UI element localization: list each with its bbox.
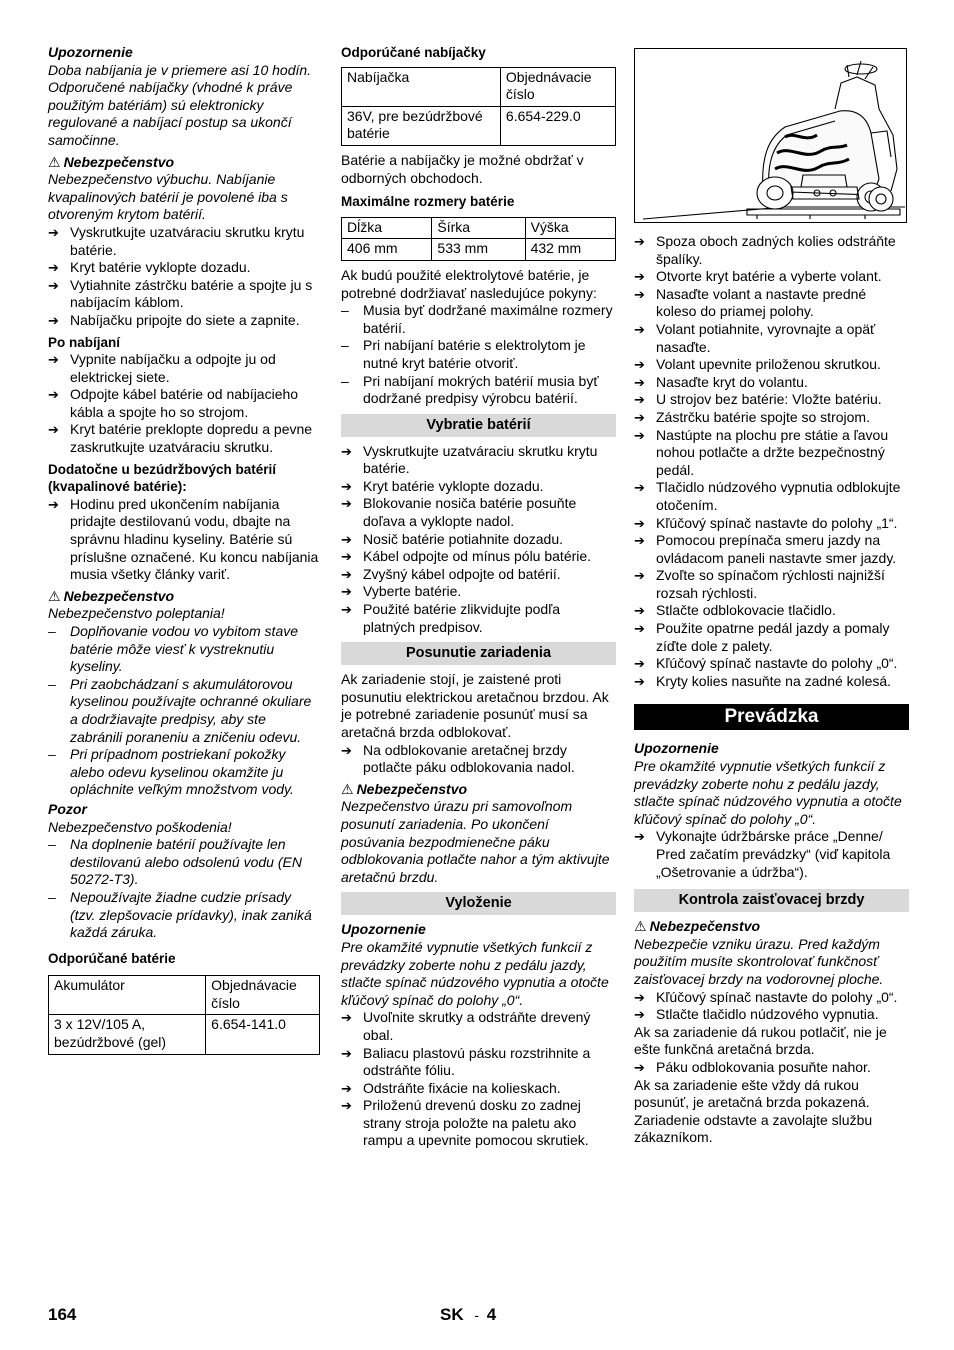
- dash-list: [48, 836, 320, 942]
- danger-text: Nebezpečie vzniku úrazu. Pred každým použitím musíte skontrolovať funkčnosť zaisťovacej brzdy na vodorovnej ploche.: [634, 935, 884, 987]
- dash-item: – Pri zaobchádzaní s akumulátorovou kyselinou používajte ochranné okuliare a dodržiavajte predpisy, aby ste zabránili poraneniu a zničeniu odevu.: [48, 676, 320, 746]
- column-left: [48, 42, 320, 1061]
- dash-list: [48, 623, 320, 799]
- warning-triangle-icon: ⚠: [48, 153, 61, 170]
- step-list: [48, 224, 320, 330]
- instruction-step: ➔ Zástrčku batérie spojte so strojom.: [634, 409, 909, 427]
- danger-text: Nebezpečenstvo poleptania!: [48, 605, 225, 622]
- instruction-step: ➔ Stlačte odblokovacie tlačidlo.: [634, 602, 909, 620]
- electrolyte-text: Ak budú použité elektrolytové batérie, je potrebné dodržiavať nasledujúce pokyny:: [341, 266, 597, 301]
- batteries-table: [48, 975, 320, 1054]
- dash-item: – Pri nabíjaní batérie s elektrolytom je nutné kryt batérie otvoriť.: [341, 337, 616, 372]
- note-text: Doba nabíjania je v priemere asi 10 hodín. Odporučené nabíjačky (vhodné k práve použitým batériám) sú elektronicky regulované a nabíjací postup sa ukončí samočinne.: [48, 61, 312, 148]
- instruction-step: ➔ Vyskrutkujte uzatváraciu skrutku krytu batérie.: [341, 443, 616, 478]
- instruction-step: ➔ Odpojte kábel batérie od nabíjacieho kábla a spojte ho so strojom.: [48, 386, 320, 421]
- batteries-heading: Odporúčané batérie: [48, 950, 176, 966]
- note-title: Upozornenie: [634, 740, 719, 757]
- chapter-heading-operation: Prevádzka: [634, 704, 909, 730]
- table-row: [342, 239, 616, 261]
- instruction-step: ➔ Otvorte kryt batérie a vyberte volant.: [634, 268, 909, 286]
- caution-title: Pozor: [48, 800, 87, 817]
- instruction-step: ➔ Kryt batérie preklopte dopredu a pevne zaskrutkujte uzatváraciu skrutku.: [48, 421, 320, 456]
- instruction-step: ➔ Kľúčový spínač nastavte do polohy „0“.: [634, 989, 909, 1007]
- instruction-step: ➔ Nosič batérie potiahnite dozadu.: [341, 531, 616, 549]
- language-code: SK: [440, 1305, 464, 1324]
- note-text: Pre okamžité vypnutie všetkých funkcií z prevádzky zoberte nohu z pedálu jazdy, stlačte spínač núdzového vypnutia a otočte kľúčový spínač do polohy „0“.: [341, 938, 609, 1008]
- dimensions-table: [341, 217, 616, 261]
- instruction-step: ➔ Na odblokovanie aretačnej brzdy potlačte páku odblokovania nadol.: [341, 742, 616, 777]
- instruction-step: ➔ Odstráňte fixácie na kolieskach.: [341, 1080, 616, 1098]
- brake-text-1: Ak sa zariadenie dá rukou potlačiť, nie je ešte funkčná aretačná brzda.: [634, 1023, 887, 1058]
- table-header-row: [49, 976, 320, 1015]
- instruction-step: ➔ Hodinu pred ukončením nabíjania pridajte destilovanú vodu, dbajte na správnu hladinu kyseliny. Batérie sú príslušne označené. Ku koncu nabíjania musia všetky články variť.: [48, 496, 320, 584]
- chargers-heading: Odporúčané nabíjačky: [341, 45, 486, 60]
- danger-heading: ⚠ Nebezpečenstvo: [48, 153, 175, 170]
- section-heading-maintenance-free: Dodatočne u bezúdržbových batérií (kvapalinové batérie):: [48, 461, 277, 495]
- table-cell: 36V, pre bezúdržbové batérie: [342, 106, 501, 145]
- table-cell: 533 mm: [432, 239, 525, 261]
- table-cell: Šírka: [432, 217, 525, 239]
- warning-triangle-icon: ⚠: [341, 780, 354, 797]
- note-title: Upozornenie: [341, 921, 426, 938]
- column-middle: [341, 44, 616, 1150]
- danger-text: Nezpečenstvo úrazu pri samovoľnom posunutí zariadenia. Po ukončení posúvania bezpodmienečne páku odblokovania potlačte nahor a tým aktivujte aretačnú brzdu.: [341, 798, 610, 885]
- instruction-step: ➔ U strojov bez batérie: Vložte batériu.: [634, 391, 909, 409]
- dash-list: [341, 302, 616, 408]
- dash-item: – Pri nabíjaní mokrých batérií musia byť dodržané predpisy výrobcu batérií.: [341, 373, 616, 408]
- instruction-step: ➔ Vypnite nabíjačku a odpojte ju od elektrickej siete.: [48, 351, 320, 386]
- page-number: 164: [48, 1305, 77, 1324]
- table-cell: Výška: [525, 217, 615, 239]
- table-row: [342, 106, 616, 145]
- instruction-step: ➔ Kryt batérie vyklopte dozadu.: [341, 478, 616, 496]
- step-list: [48, 351, 320, 457]
- table-cell: Objednávacie číslo: [206, 976, 320, 1015]
- dash-item: – Pri prípadnom postriekaní pokožky alebo odevu kyselinou okamžite ju opláchnite veľkým množstvom vody.: [48, 746, 320, 799]
- sweeper-machine-drawing: [635, 49, 906, 222]
- step-list: [634, 1059, 909, 1077]
- step-list: [634, 989, 909, 1024]
- dash-item: – Na doplnenie batérií používajte len destilovanú alebo odsolenú vodu (EN 50272-T3).: [48, 836, 320, 889]
- table-header-row: [342, 67, 616, 106]
- footer-page-ref: [440, 1306, 496, 1325]
- availability-text: Batérie a nabíjačky je možné obdržať v odborných obchodoch.: [341, 151, 584, 186]
- danger-text: Nebezpečenstvo výbuchu. Nabíjanie kvapalinových batérií je povolené iba s otvoreným krytom batérií.: [48, 171, 288, 223]
- instruction-step: ➔ Spoza oboch zadných kolies odstráňte špalíky.: [634, 233, 909, 268]
- warning-triangle-icon: ⚠: [634, 918, 647, 935]
- table-cell: 406 mm: [342, 239, 432, 261]
- dash-item: – Doplňovanie vodou vo vybitom stave batérie môže viesť k vystreknutiu kyseliny.: [48, 623, 320, 676]
- instruction-step: ➔ Tlačidlo núdzového vypnutia odblokujte otočením.: [634, 479, 909, 514]
- section-heading-after-charging: Po nabíjaní: [48, 334, 121, 350]
- instruction-step: ➔ Vykonajte údržbárske práce „Denne/ Pred začatím prevádzky“ (viď kapitola „Ošetrovanie a údržba“).: [634, 828, 909, 881]
- instruction-step: ➔ Kábel odpojte od mínus pólu batérie.: [341, 548, 616, 566]
- caution-text: Nebezpečenstvo poškodenia!: [48, 818, 232, 835]
- instruction-step: ➔ Zvoľte so spínačom rýchlosti najnižší rozsah rýchlosti.: [634, 567, 909, 602]
- instruction-step: ➔ Volant potiahnite, vyrovnajte a opäť nasaďte.: [634, 321, 909, 356]
- instruction-step: ➔ Pomocou prepínača smeru jazdy na ovládacom paneli nastavte smer jazdy.: [634, 532, 909, 567]
- instruction-step: ➔ Páku odblokovania posuňte nahor.: [634, 1059, 909, 1077]
- step-list: [341, 742, 616, 777]
- table-row: [49, 1015, 320, 1054]
- section-band-moving: Posunutie zariadenia: [341, 642, 616, 665]
- instruction-step: ➔ Zvyšný kábel odpojte od batérií.: [341, 566, 616, 584]
- instruction-step: ➔ Vyberte batérie.: [341, 583, 616, 601]
- instruction-step: ➔ Stlačte tlačidlo núdzového vypnutia.: [634, 1006, 909, 1024]
- table-cell: 432 mm: [525, 239, 615, 261]
- instruction-step: ➔ Nasaďte volant a nastavte predné koleso do priamej polohy.: [634, 286, 909, 321]
- instruction-step: ➔ Vyskrutkujte uzatváraciu skrutku krytu batérie.: [48, 224, 320, 259]
- table-cell: Dĺžka: [342, 217, 432, 239]
- table-header-row: [342, 217, 616, 239]
- table-cell: Akumulátor: [49, 976, 206, 1015]
- instruction-step: ➔ Vytiahnite zástrčku batérie a spojte ju s nabíjacím káblom.: [48, 277, 320, 312]
- note-title: Upozornenie: [48, 44, 133, 60]
- step-list: [48, 496, 320, 584]
- instruction-step: ➔ Nabíjačku pripojte do siete a zapnite.: [48, 312, 320, 330]
- warning-triangle-icon: ⚠: [48, 587, 61, 604]
- section-band-battery-removal: Vybratie batérií: [341, 414, 616, 437]
- instruction-step: ➔ Priloženú drevenú dosku zo zadnej strany stroja položte na paletu ako rampu a upevnite pomocou skrutiek.: [341, 1097, 616, 1150]
- step-list: [634, 233, 909, 690]
- chargers-table: [341, 67, 616, 146]
- instruction-step: ➔ Blokovanie nosiča batérie posuňte doľava a vyklopte nadol.: [341, 495, 616, 530]
- instruction-step: ➔ Uvoľnite skrutky a odstráňte drevený obal.: [341, 1009, 616, 1044]
- danger-heading: ⚠ Nebezpečenstvo: [48, 587, 175, 604]
- instruction-step: ➔ Použité batérie zlikvidujte podľa platných predpisov.: [341, 601, 616, 636]
- instruction-step: ➔ Použite opatrne pedál jazdy a pomaly zíďte dole z palety.: [634, 620, 909, 655]
- brake-text-2: Ak sa zariadenie ešte vždy dá rukou posunúť, je aretačná brzda pokazená. Zariadenie odstavte a zavolajte službu zákazníkom.: [634, 1076, 873, 1146]
- instruction-step: ➔ Kryty kolies nasuňte na zadné kolesá.: [634, 673, 909, 691]
- instruction-step: ➔ Baliacu plastovú pásku rozstrihnite a odstráňte fóliu.: [341, 1045, 616, 1080]
- table-cell: Nabíjačka: [342, 67, 501, 106]
- dash-item: – Nepoužívajte žiadne cudzie prísady (tzv. zlepšovacie prídavky), inak zaniká každá záruka.: [48, 889, 320, 942]
- dimensions-heading: Maximálne rozmery batérie: [341, 194, 515, 210]
- step-list: [634, 828, 909, 881]
- instruction-step: ➔ Kľúčový spínač nastavte do polohy „1“.: [634, 515, 909, 533]
- instruction-step: ➔ Volant upevnite priloženou skrutkou.: [634, 356, 909, 374]
- machine-on-pallet-illustration: [634, 48, 907, 223]
- table-cell: 3 x 12V/105 A, bezúdržbové (gel): [49, 1015, 206, 1054]
- section-band-unloading: Vyloženie: [341, 892, 616, 915]
- table-cell: 6.654-229.0: [500, 106, 615, 145]
- danger-heading: ⚠ Nebezpečenstvo: [634, 918, 761, 935]
- step-list: [341, 443, 616, 637]
- step-list: [341, 1009, 616, 1150]
- dash-item: – Musia byť dodržané maximálne rozmery batérií.: [341, 302, 616, 337]
- section-band-parking-brake: Kontrola zaisťovacej brzdy: [634, 889, 909, 912]
- table-cell: Objednávacie číslo: [500, 67, 615, 106]
- moving-text: Ak zariadenie stojí, je zaistené proti posunutiu elektrickou aretačnou brzdou. Ak je potrebné zariadenie posunúť musí sa aretačná brzda odblokovať.: [341, 671, 609, 740]
- note-text: Pre okamžité vypnutie všetkých funkcií z prevádzky zoberte nohu z pedálu jazdy, stlačte spínač núdzového vypnutia a otočte kľúčový spínač do polohy „0“.: [634, 758, 902, 827]
- danger-heading: ⚠ Nebezpečenstvo: [341, 780, 468, 797]
- table-cell: 6.654-141.0: [206, 1015, 320, 1054]
- column-right: [634, 48, 909, 1147]
- section-page-number: 4: [486, 1305, 497, 1324]
- instruction-step: ➔ Nasaďte kryt do volantu.: [634, 374, 909, 392]
- instruction-step: ➔ Kryt batérie vyklopte dozadu.: [48, 259, 320, 277]
- separator: -: [474, 1307, 480, 1323]
- instruction-step: ➔ Kľúčový spínač nastavte do polohy „0“.: [634, 655, 909, 673]
- instruction-step: ➔ Nastúpte na plochu pre státie a ľavou nohou potlačte a držte bezpečnostný pedál.: [634, 427, 909, 480]
